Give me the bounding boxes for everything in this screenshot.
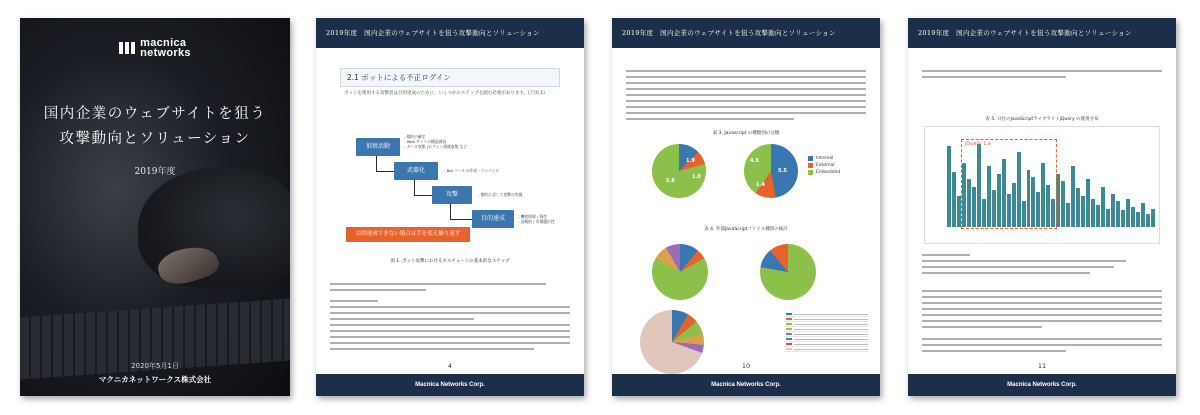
page-11	[908, 18, 1176, 396]
bar	[1101, 187, 1105, 227]
body-text-block	[330, 283, 570, 295]
body-text-block	[626, 70, 866, 124]
pie-value: 5.6	[666, 178, 675, 184]
intro-text: ボットを使用する攻撃者は目的達成のために、いくつかのステップを踏む必要があります。(下図 1)	[344, 91, 545, 96]
page-10	[612, 18, 880, 396]
figure-caption: 表 5. 日付のJavaScriptライブラリ / jQuery の使用分布	[985, 117, 1099, 122]
bar	[1086, 179, 1090, 227]
flow-arrow	[414, 180, 415, 195]
page-footer: Macnica Networks Corp.	[908, 374, 1176, 396]
bar	[1066, 203, 1070, 227]
pie-value: 5.5	[778, 168, 787, 174]
bar	[1121, 210, 1125, 227]
macnica-logo	[20, 38, 290, 58]
flow-note-goal: - 機密情報 / 資産 - 金銭的 / 市場優位性	[518, 214, 555, 224]
body-text-block	[922, 338, 1162, 356]
retry-banner: 目的達成できない場合は手を変え繰り返す	[346, 227, 470, 242]
page-4	[316, 18, 584, 396]
cover-page	[20, 18, 290, 396]
section-title: 2.1 ボットによる不正ログイン	[340, 68, 560, 87]
bar	[1071, 166, 1075, 227]
figure-caption: 図 1. ボット攻撃におけるキルチェーンの基本的なステップ	[390, 259, 510, 264]
logo-mark-icon	[119, 42, 135, 54]
page-number: 4	[447, 362, 453, 370]
page-footer: Macnica Networks Corp.	[612, 374, 880, 396]
flow-arrow	[450, 219, 472, 220]
bar	[1091, 199, 1095, 227]
body-text-block	[922, 290, 1162, 332]
page-footer: Macnica Networks Corp.	[316, 374, 584, 396]
cover-title-line-2: 攻撃動向とソリューション	[59, 131, 251, 147]
legend-item: Embedded	[808, 170, 840, 175]
cover-company: マクニカネットワークス株式会社	[98, 375, 212, 384]
flow-arrow	[414, 195, 432, 196]
bar-chart-jquery-versions	[924, 126, 1160, 244]
legend-item: External	[808, 163, 840, 168]
bar	[1096, 205, 1100, 227]
table-3-caption: 表 3. Javascript の種類別の分類	[712, 131, 780, 136]
pie-legend	[808, 156, 840, 177]
pie-value: 1.9	[686, 158, 695, 164]
page-header: 2019年度 国内企業のウェブサイトを狙う攻撃動向とソリューション	[612, 18, 880, 48]
bar	[1076, 188, 1080, 227]
bar	[1126, 199, 1130, 227]
bar	[1106, 209, 1110, 227]
logo-line-1: macnica	[140, 37, 187, 49]
pie-value: 4.5	[750, 158, 759, 164]
page-number: 10	[741, 362, 751, 370]
bar	[1146, 214, 1150, 227]
flow-note-attack: - 標的に対して攻撃の実施	[478, 192, 523, 197]
page-header: 2019年度 国内企業のウェブサイトを狙う攻撃動向とソリューション	[908, 18, 1176, 48]
logo-line-2: networks	[140, 47, 191, 59]
jquery-highlight-box	[961, 139, 1057, 229]
cover-title-line-1: 国内企業のウェブサイトを狙う	[43, 106, 267, 122]
body-text-block	[922, 70, 1162, 82]
pie-chart-2020	[744, 144, 798, 198]
bar	[1131, 207, 1135, 227]
table-4-caption: 表 4. 外部JavaScriptファイル種別の統計	[704, 227, 788, 232]
flow-note-recon: - 標的の確定 - Web サイトの構造調査 - データ収集 (ログイン情報収集 など	[404, 134, 468, 149]
pie-chart-external-2020	[760, 244, 816, 300]
flow-step-attack: 攻撃	[432, 186, 472, 204]
file-type-table	[784, 312, 868, 352]
page-header: 2019年度 国内企業のウェブサイトを狙う攻撃動向とソリューション	[316, 18, 584, 48]
flow-note-weaponize: - Bot ツールの作成・コンパイル	[444, 168, 500, 173]
bar	[1116, 201, 1120, 227]
flow-arrow	[376, 171, 394, 172]
flow-step-recon: 偵察活動	[356, 138, 400, 156]
pie-value: 1.4	[756, 182, 765, 188]
jquery-label: jQuery 1.x	[965, 141, 991, 147]
cover-date: 2020年5月1日	[131, 362, 179, 370]
bar	[1111, 194, 1115, 227]
bar	[1141, 203, 1145, 227]
bar	[1136, 212, 1140, 227]
bar	[952, 172, 956, 227]
pie-value: 1.0	[692, 174, 701, 180]
bar	[1081, 196, 1085, 227]
bar	[1061, 181, 1065, 227]
pie-chart-2010	[652, 144, 706, 198]
flow-step-weaponize: 武器化	[394, 162, 438, 180]
bar	[947, 146, 951, 227]
flow-arrow	[450, 204, 451, 219]
cover-year: 2019年度	[134, 167, 176, 177]
page-number: 11	[1037, 362, 1047, 370]
flow-arrow	[376, 156, 377, 171]
cover-title	[20, 102, 290, 152]
body-text-block	[330, 300, 570, 354]
legend-notes	[922, 254, 1162, 278]
legend-item: Internal	[808, 156, 840, 161]
bar	[1151, 209, 1155, 227]
flow-step-goal: 目的達成	[472, 210, 514, 228]
pie-chart-external-2010	[652, 244, 708, 300]
